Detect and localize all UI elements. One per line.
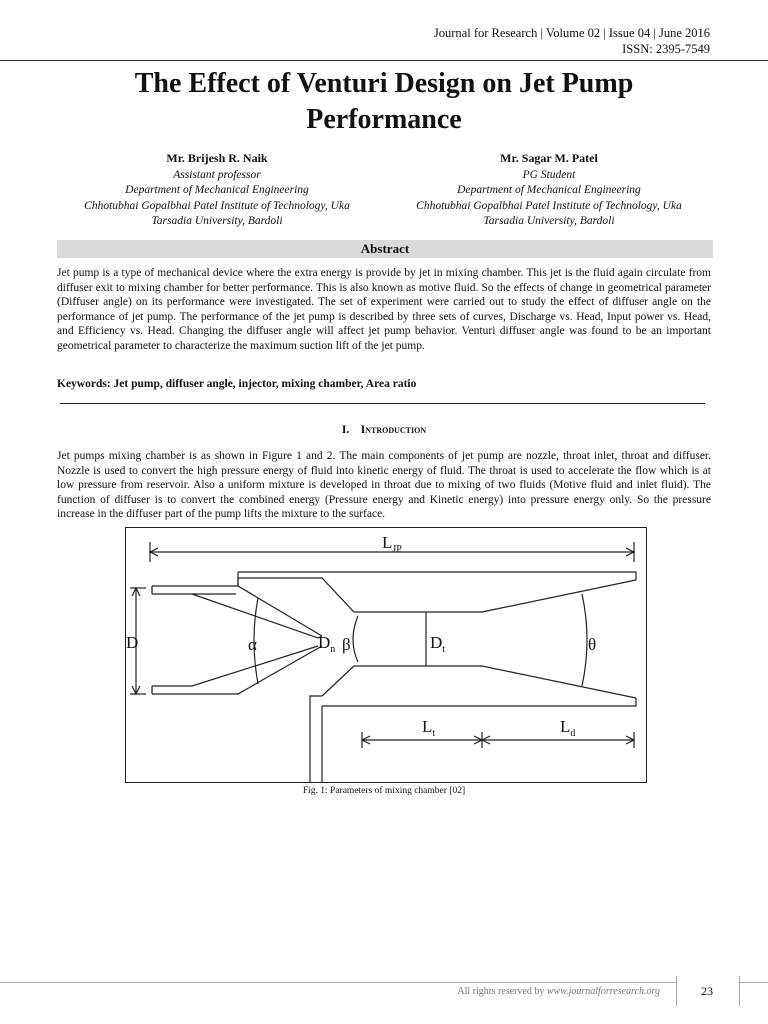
footer-rule [0, 982, 676, 983]
abstract-text: Jet pump is a type of mechanical device where the extra energy is provide by jet in mixing chamber. This jet is the fluid again circulate from diffuser exit to mixing chamber for better performance. This is also known as motive fluid. So the effects of change in geometrical parameter (Diffuser angle) on its performance were investigated. The set of experiment were carried out to study the effect of diffuser angle on the performance of jet pump. The performance of the jet pump is described by three sets of curves, Discharge vs. Head, Input power vs. Head, and Efficiency vs. Head. Changing the diffuser angle will affect jet pump behavior. Venturi diffuser angle was found to be an important geometrical parameter to characterize the maximum suction lift of the jet pump. [57, 267, 711, 352]
author-university: Tarsadia University, Bardoli [483, 215, 615, 227]
rights-text: All rights reserved by [457, 986, 547, 997]
title-line-1: The Effect of Venturi Design on Jet Pump [134, 68, 634, 99]
footer-rule [738, 982, 768, 983]
section-title: Introduction [360, 424, 427, 436]
journal-url-link[interactable]: www.journalforresearch.org [546, 986, 660, 997]
dt-label: $D_t$ [430, 633, 446, 655]
nozzle-wall-lower [152, 646, 318, 686]
header-rule [0, 60, 768, 61]
mixing-chamber-figure [125, 527, 647, 783]
author-dept: Department of Mechanical Engineering [457, 184, 641, 196]
alpha-label: α [248, 635, 257, 654]
author-role: Assistant professor [173, 168, 261, 181]
theta-arc [582, 594, 587, 686]
suction-pipe-left [310, 696, 322, 782]
author-block-1 [52, 151, 382, 230]
throat-wall-lower [322, 666, 636, 698]
ld-label: $L_d$ [560, 717, 576, 739]
beta-arc [353, 616, 358, 662]
mixing-chamber-diagram [126, 528, 646, 782]
author-role: PG Student [522, 168, 576, 181]
author-institute: Chhotubhai Gopalbhai Patel Institute of Technology, Uka [84, 199, 350, 212]
author-institute: Chhotubhai Gopalbhai Patel Institute of Technology, Uka [416, 199, 682, 212]
author-block-2 [384, 151, 714, 230]
section-number: I. [341, 424, 350, 436]
author-university: Tarsadia University, Bardoli [151, 215, 283, 227]
title-line-2: Performance [306, 104, 462, 135]
author-name: Mr. Sagar M. Patel [500, 151, 598, 165]
paper-title [0, 66, 768, 138]
author-dept: Department of Mechanical Engineering [125, 184, 309, 196]
page-number: 23 [701, 984, 713, 998]
lt-label: $L_t$ [422, 717, 436, 739]
d-label: D [126, 633, 139, 652]
beta-label: β [342, 635, 351, 654]
footer-rights [457, 986, 660, 997]
figure-caption: Fig. 1: Parameters of mixing chamber [02] [302, 786, 466, 796]
abstract-heading: Abstract [57, 240, 713, 258]
author-name: Mr. Brijesh R. Naik [166, 151, 268, 165]
throat-wall-upper [238, 578, 636, 612]
keywords: Keywords: Jet pump, diffuser angle, injector, mixing chamber, Area ratio [57, 378, 417, 390]
theta-label: θ [588, 635, 597, 654]
section-divider [60, 403, 705, 404]
issn-header: ISSN: 2395-7549 [622, 42, 710, 56]
journal-header: Journal for Research | Volume 02 | Issue 04 | June 2016 [433, 26, 710, 40]
dn-label: $D_n$ [318, 633, 336, 655]
introduction-text: Jet pumps mixing chamber is as shown in Figure 1 and 2. The main components of jet pump are nozzle, throat inlet, throat and diffuser. Nozzle is used to convert the high pressure energy of fluid into kinetic energy of fluid. The throat is used to accelerate the flow which is at low pressure from reservoir. Also a uniform mixture is developed in throat due to mixing of two fluids (Motive fluid and inlet fluid). The function of diffuser is to convert the combined energy (Pressure energy and Kinetic energy) into pressure energy only. So the pressure increase in the diffuser part of the pump lifts the mixture to the surface. [57, 450, 711, 521]
section-heading [0, 424, 768, 436]
ljp-label: $L_{JP}$ [382, 533, 402, 555]
